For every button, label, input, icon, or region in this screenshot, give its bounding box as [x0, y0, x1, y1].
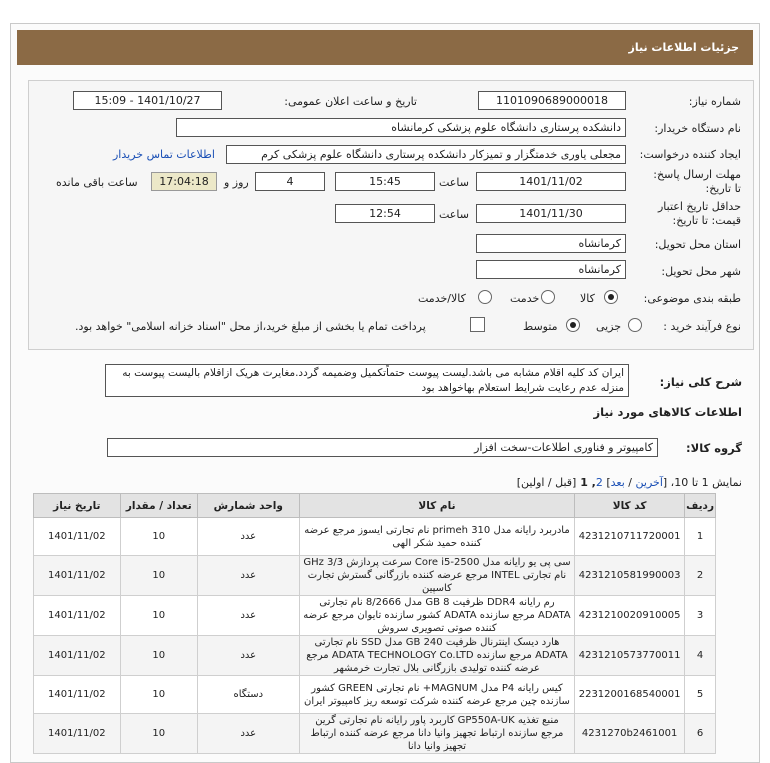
- process-medium-label: متوسط: [523, 320, 558, 333]
- cell-code: 4231210020910005: [575, 596, 685, 636]
- validity-label: حداقل تاریخ اعتبار قیمت: تا تاریخ:: [657, 200, 741, 227]
- col-header-date: تاریخ نیاز: [34, 494, 121, 518]
- cell-name: رم رایانه DDR4 ظرفیت GB 8 مدل 8/2666 نام تجارتی ADATA مرجع سازنده ADATA کشور سازنده تایوان مرجع عرضه کننده صوتی تصویری سروش: [299, 596, 574, 636]
- validity-date-field: 1401/11/30: [476, 204, 626, 223]
- cell-idx: 6: [685, 714, 716, 754]
- category-service-radio[interactable]: [541, 290, 555, 304]
- paging-last-link[interactable]: آخرین: [635, 476, 663, 489]
- cell-qty: 10: [120, 556, 197, 596]
- cell-date: 1401/11/02: [34, 636, 121, 676]
- process-minor-radio[interactable]: [628, 318, 642, 332]
- table-row: [34, 714, 716, 754]
- cell-name: سی پی یو رایانه مدل Core i5-2500 سرعت پردازش GHz 3/3 نام تجارتی INTEL مرجع عرضه کننده بازرگانی گسترش تجارت کاسپین: [299, 556, 574, 596]
- need-number-label: شماره نیاز:: [688, 95, 741, 108]
- cell-qty: 10: [120, 518, 197, 556]
- cell-unit: دستگاه: [197, 676, 299, 714]
- cell-idx: 2: [685, 556, 716, 596]
- paging-suffix: [قبل / اولین]: [516, 476, 577, 489]
- remaining-time-field: 17:04:18: [151, 172, 217, 191]
- reply-date-field: 1401/11/02: [476, 172, 626, 191]
- cell-date: 1401/11/02: [34, 714, 121, 754]
- col-header-unit: واحد شمارش: [197, 494, 299, 518]
- cell-unit: عدد: [197, 636, 299, 676]
- requester-label: ایجاد کننده درخواست:: [639, 148, 741, 161]
- col-header-idx: ردیف: [685, 494, 716, 518]
- announce-field: 1401/10/27 - 15:09: [73, 91, 222, 110]
- cell-name: منبع تغذیه GP550A-UK کاربرد پاور رایانه نام تجارتی گرین مرجع سازنده ارتباط تجهیز وانیا دانا مرجع عرضه کننده ارتباط تجهیز وانیا دانا: [299, 714, 574, 754]
- province-label: استان محل تحویل:: [654, 238, 741, 251]
- reply-time-field: 15:45: [335, 172, 435, 191]
- cell-date: 1401/11/02: [34, 518, 121, 556]
- cell-date: 1401/11/02: [34, 676, 121, 714]
- cell-code: 2231200168540001: [575, 676, 685, 714]
- category-label: طبقه بندی موضوعی:: [643, 292, 741, 305]
- cell-code: 4231210711720001: [575, 518, 685, 556]
- cell-qty: 10: [120, 636, 197, 676]
- city-label: شهر محل تحویل:: [661, 265, 741, 278]
- buyer-org-field: دانشکده پرستاری دانشگاه علوم پزشکی کرمانشاه: [176, 118, 626, 137]
- cell-code: 4231270b2461001: [575, 714, 685, 754]
- days-field: 4: [255, 172, 325, 191]
- process-medium-radio[interactable]: [566, 318, 580, 332]
- table-row: [34, 556, 716, 596]
- paging-page2-link[interactable]: 2: [595, 476, 603, 489]
- validity-time-field: 12:54: [335, 204, 435, 223]
- cell-date: 1401/11/02: [34, 556, 121, 596]
- process-minor-label: جزیی: [596, 320, 622, 333]
- category-service-label: خدمت: [510, 292, 540, 305]
- cell-qty: 10: [120, 676, 197, 714]
- description-text: ایران کد کلیه اقلام مشابه می باشد.لیست پیوست حتماًتکمیل وضمیمه گردد.مغایرت هریک ازاقلام بالیست پیوست به منزله عدم رعایت شرایط استعلام بهاخواهد بود: [105, 364, 629, 397]
- remaining-label: ساعت باقی مانده: [56, 176, 138, 189]
- paging-next-link[interactable]: بعد: [610, 476, 625, 489]
- col-header-qty: تعداد / مقدار: [120, 494, 197, 518]
- cell-idx: 1: [685, 518, 716, 556]
- category-goods-radio[interactable]: [604, 290, 618, 304]
- cell-unit: عدد: [197, 596, 299, 636]
- cell-qty: 10: [120, 596, 197, 636]
- goods-section-title: اطلاعات کالاهای مورد نیاز: [593, 405, 742, 419]
- validity-time-label: ساعت: [439, 208, 469, 221]
- category-goods-service-label: کالا/خدمت: [418, 292, 466, 305]
- payment-note: پرداخت تمام یا بخشی از مبلغ خرید،از محل "اسناد خزانه اسلامی" خواهد بود.: [75, 320, 426, 333]
- table-row: [34, 518, 716, 556]
- paging-mid: ]: [602, 476, 611, 489]
- cell-idx: 5: [685, 676, 716, 714]
- paging-page1: , 1: [576, 476, 596, 489]
- cell-idx: 3: [685, 596, 716, 636]
- table-header-row: [34, 494, 716, 518]
- goods-group-field: کامپیوتر و فناوری اطلاعات-سخت افزار: [107, 438, 658, 457]
- table-row: [34, 596, 716, 636]
- cell-date: 1401/11/02: [34, 596, 121, 636]
- paging-sep: /: [624, 476, 636, 489]
- col-header-code: کد کالا: [575, 494, 685, 518]
- buyer-org-label: نام دستگاه خریدار:: [654, 122, 741, 135]
- goods-group-label: گروه کالا:: [686, 441, 742, 455]
- description-label: شرح کلی نیاز:: [659, 375, 742, 389]
- reply-deadline-label: مهلت ارسال پاسخ: تا تاریخ:: [653, 168, 741, 195]
- cell-name: کیس رایانه P4 مدل MAGNUM+ نام تجارتی GREEN کشور سازنده چین مرجع عرضه کننده شرکت توسعه ریز کامپیوتر ایران: [299, 676, 574, 714]
- category-goods-service-radio[interactable]: [478, 290, 492, 304]
- page-header: جزئیات اطلاعات نیاز: [17, 30, 753, 65]
- table-row: [34, 676, 716, 714]
- category-goods-label: کالا: [580, 292, 595, 305]
- cell-code: 4231210581990003: [575, 556, 685, 596]
- pagination: [517, 476, 742, 489]
- cell-qty: 10: [120, 714, 197, 754]
- cell-unit: عدد: [197, 518, 299, 556]
- reply-time-label: ساعت: [439, 176, 469, 189]
- requester-field: مجعلی یاوری خدمتگزار و تمیزکار دانشکده پرستاری دانشگاه علوم پزشکی کرم: [226, 145, 626, 164]
- need-number-field: 1101090689000018: [478, 91, 626, 110]
- table-row: [34, 636, 716, 676]
- announce-label: تاریخ و ساعت اعلان عمومی:: [284, 95, 417, 108]
- province-field: کرمانشاه: [476, 234, 626, 253]
- cell-unit: عدد: [197, 714, 299, 754]
- days-label: روز و: [224, 176, 249, 189]
- cell-idx: 4: [685, 636, 716, 676]
- cell-code: 4231210573770011: [575, 636, 685, 676]
- buyer-contact-link[interactable]: اطلاعات تماس خریدار: [113, 148, 215, 161]
- goods-table: [33, 493, 716, 754]
- process-label: نوع فرآیند خرید :: [663, 320, 741, 333]
- paging-prefix: نمایش 1 تا 10، [: [662, 476, 742, 489]
- col-header-name: نام کالا: [299, 494, 574, 518]
- cell-unit: عدد: [197, 556, 299, 596]
- cell-name: هارد دیسک اینترنال ظرفیت GB 240 مدل SSD نام تجارتی ADATA مرجع سازنده ADATA TECHNOLOGY Co.LTD مرجع عرضه کننده تولیدی بازرگانی بلال تجارت خرمشهر: [299, 636, 574, 676]
- city-field: کرمانشاه: [476, 260, 626, 279]
- cell-name: مادربرد رایانه مدل primeh 310 نام تجارتی ایسوز مرجع عرضه کننده حمید شکر الهی: [299, 518, 574, 556]
- treasury-payment-checkbox[interactable]: [470, 317, 485, 332]
